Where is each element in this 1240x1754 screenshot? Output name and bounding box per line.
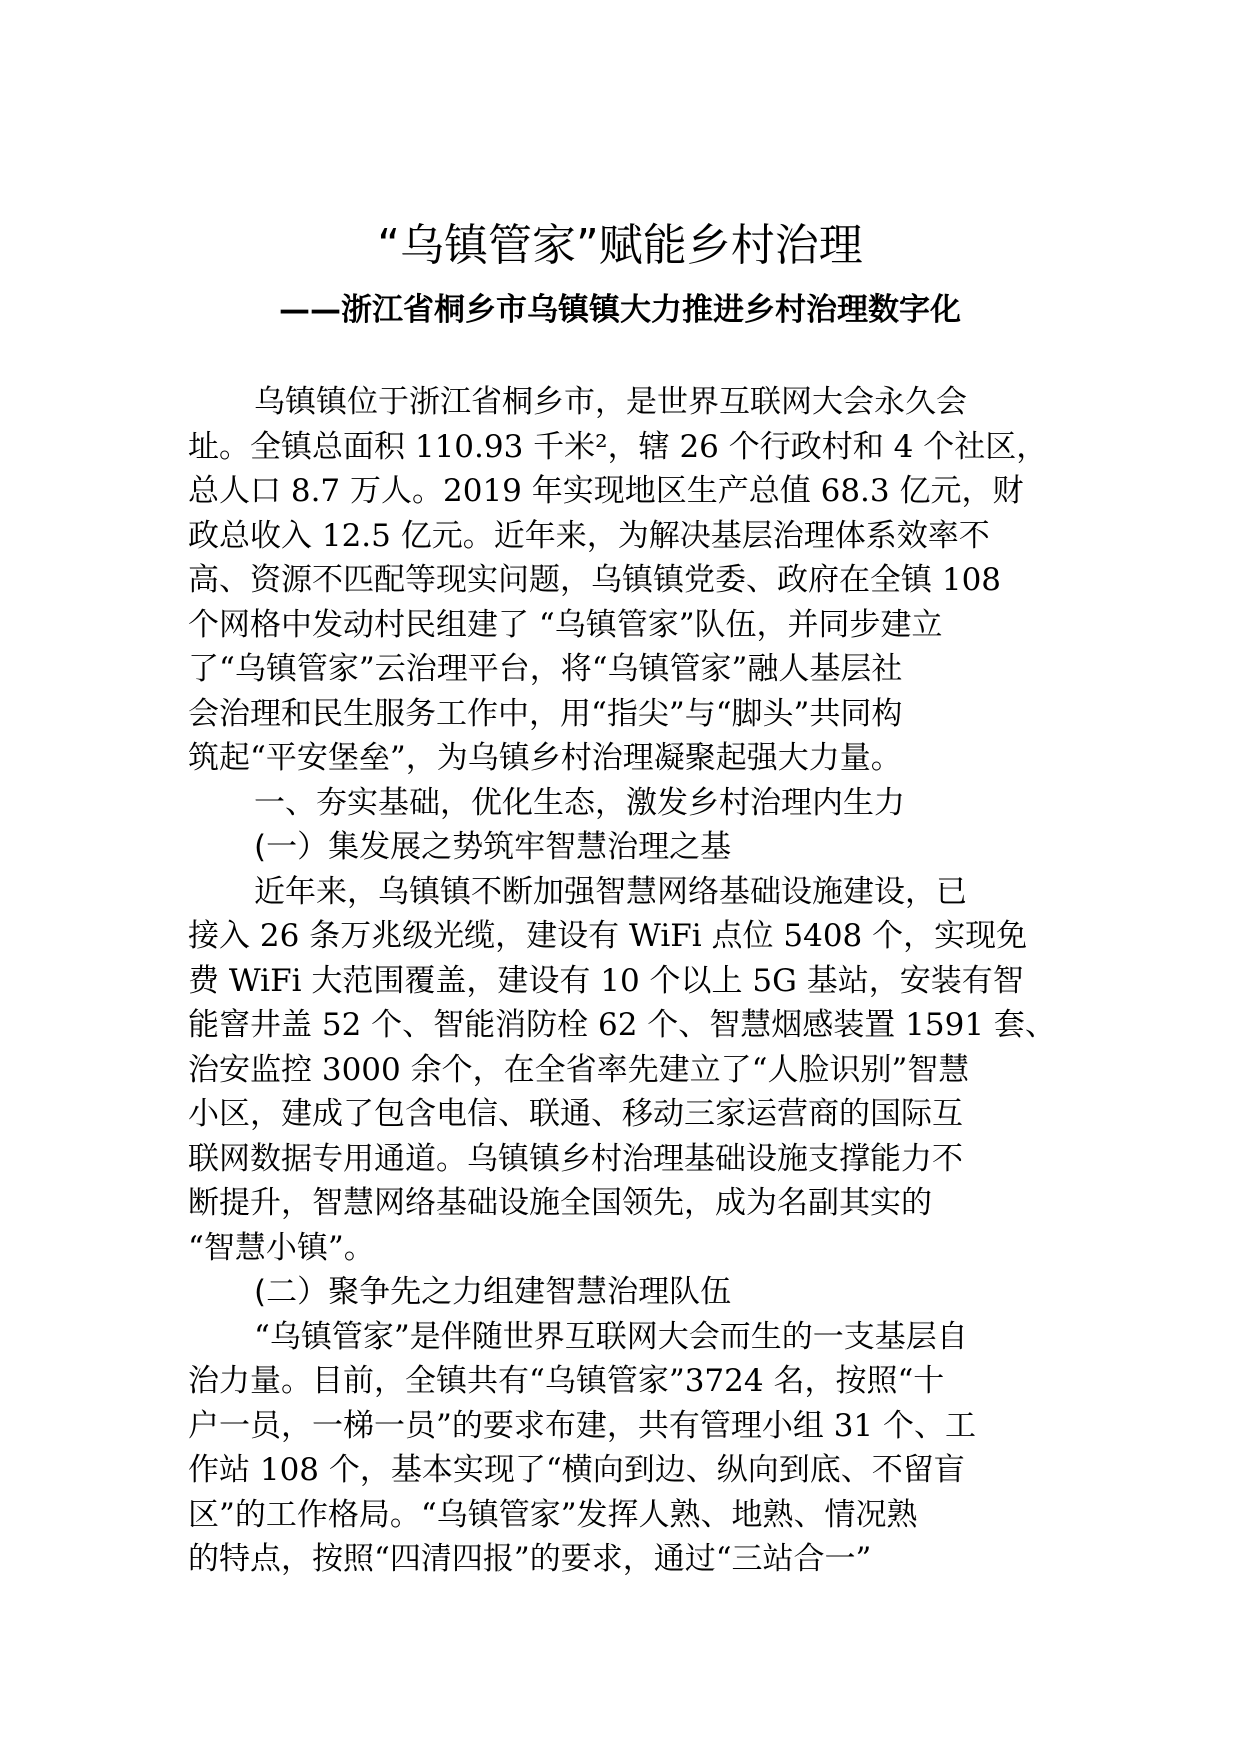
paragraph-line: 会治理和民生服务工作中，用“指尖”与“脚头”共同构: [188, 695, 903, 732]
paragraph-line: 治力量。目前，全镇共有“乌镇管家”3724 名，按照“十: [188, 1363, 945, 1399]
document-subtitle: ——浙江省桐乡市乌镇镇大力推进乡村治理数字化: [279, 292, 961, 328]
paragraph-line: 区”的工作格局。“乌镇管家”发挥人熟、地熟、情况熟: [188, 1496, 918, 1533]
section-heading-line: (二）聚争先之力组建智慧治理队伍: [254, 1274, 732, 1310]
paragraph-line: 筑起“平安堡垒”，为乌镇乡村治理凝聚起强大力量。: [188, 740, 902, 776]
document-body: [188, 380, 1056, 1582]
paragraph-line: 断提升，智慧网络基础设施全国领先，成为名副其实的: [188, 1185, 932, 1221]
paragraph-line: 总人口 8.7 万人。2019 年实现地区生产总值 68.3 亿元，财: [188, 473, 1024, 509]
paragraph-line: 费 WiFi 大范围覆盖，建设有 10 个以上 5G 基站，安装有智: [188, 962, 1024, 999]
paragraph-line: 乌镇镇位于浙江省桐乡市，是世界互联网大会永久会: [254, 384, 967, 420]
paragraph-line: 的特点，按照“四清四报”的要求，通过“三站合一”: [188, 1541, 872, 1577]
section-heading-line: (一）集发展之势筑牢智慧治理之基: [254, 829, 732, 865]
paragraph-line: 作站 108 个，基本实现了“横向到边、纵向到底、不留盲: [188, 1452, 965, 1488]
paragraph-line: 联网数据专用通道。乌镇镇乡村治理基础设施支撑能力不: [188, 1140, 963, 1177]
paragraph-line: “乌镇管家”是伴随世界互联网大会而生的一支基层自: [254, 1318, 968, 1355]
paragraph-line: 高、资源不匹配等现实问题，乌镇镇党委、政府在全镇 108: [188, 562, 1002, 598]
paragraph-line: 能窨井盖 52 个、智能消防栓 62 个、智慧烟感装置 1591 套、: [188, 1007, 1056, 1043]
paragraph-line: 址。全镇总面积 110.93 千米²，辖 26 个行政村和 4 个社区，: [188, 428, 1048, 465]
paragraph-line: 了“乌镇管家”云治理平台，将“乌镇管家”融人基层社: [188, 651, 903, 687]
document-title: “乌镇管家”赋能乡村治理: [377, 220, 863, 271]
paragraph-line: 小区，建成了包含电信、联通、移动三家运营商的国际互: [188, 1096, 963, 1132]
paragraph-line: 政总收入 12.5 亿元。近年来，为解决基层治理体系效率不: [188, 517, 990, 554]
paragraph-line: 户一员，一梯一员”的要求布建，共有管理小组 31 个、工: [188, 1407, 976, 1444]
paragraph-line: 治安监控 3000 余个，在全省率先建立了“人脸识别”智慧: [188, 1051, 970, 1088]
section-heading-line: 一、夯实基础，优化生态，激发乡村治理内生力: [254, 784, 905, 821]
paragraph-line: 接入 26 条万兆级光缆，建设有 WiFi 点位 5408 个，实现免: [188, 918, 1028, 954]
paragraph-line: “智慧小镇”。: [188, 1229, 375, 1266]
paragraph-line: 近年来，乌镇镇不断加强智慧网络基础设施建设，已: [254, 873, 967, 910]
paragraph-line: 个网格中发动村民组建了 “乌镇管家”队伍，并同步建立: [188, 606, 943, 643]
